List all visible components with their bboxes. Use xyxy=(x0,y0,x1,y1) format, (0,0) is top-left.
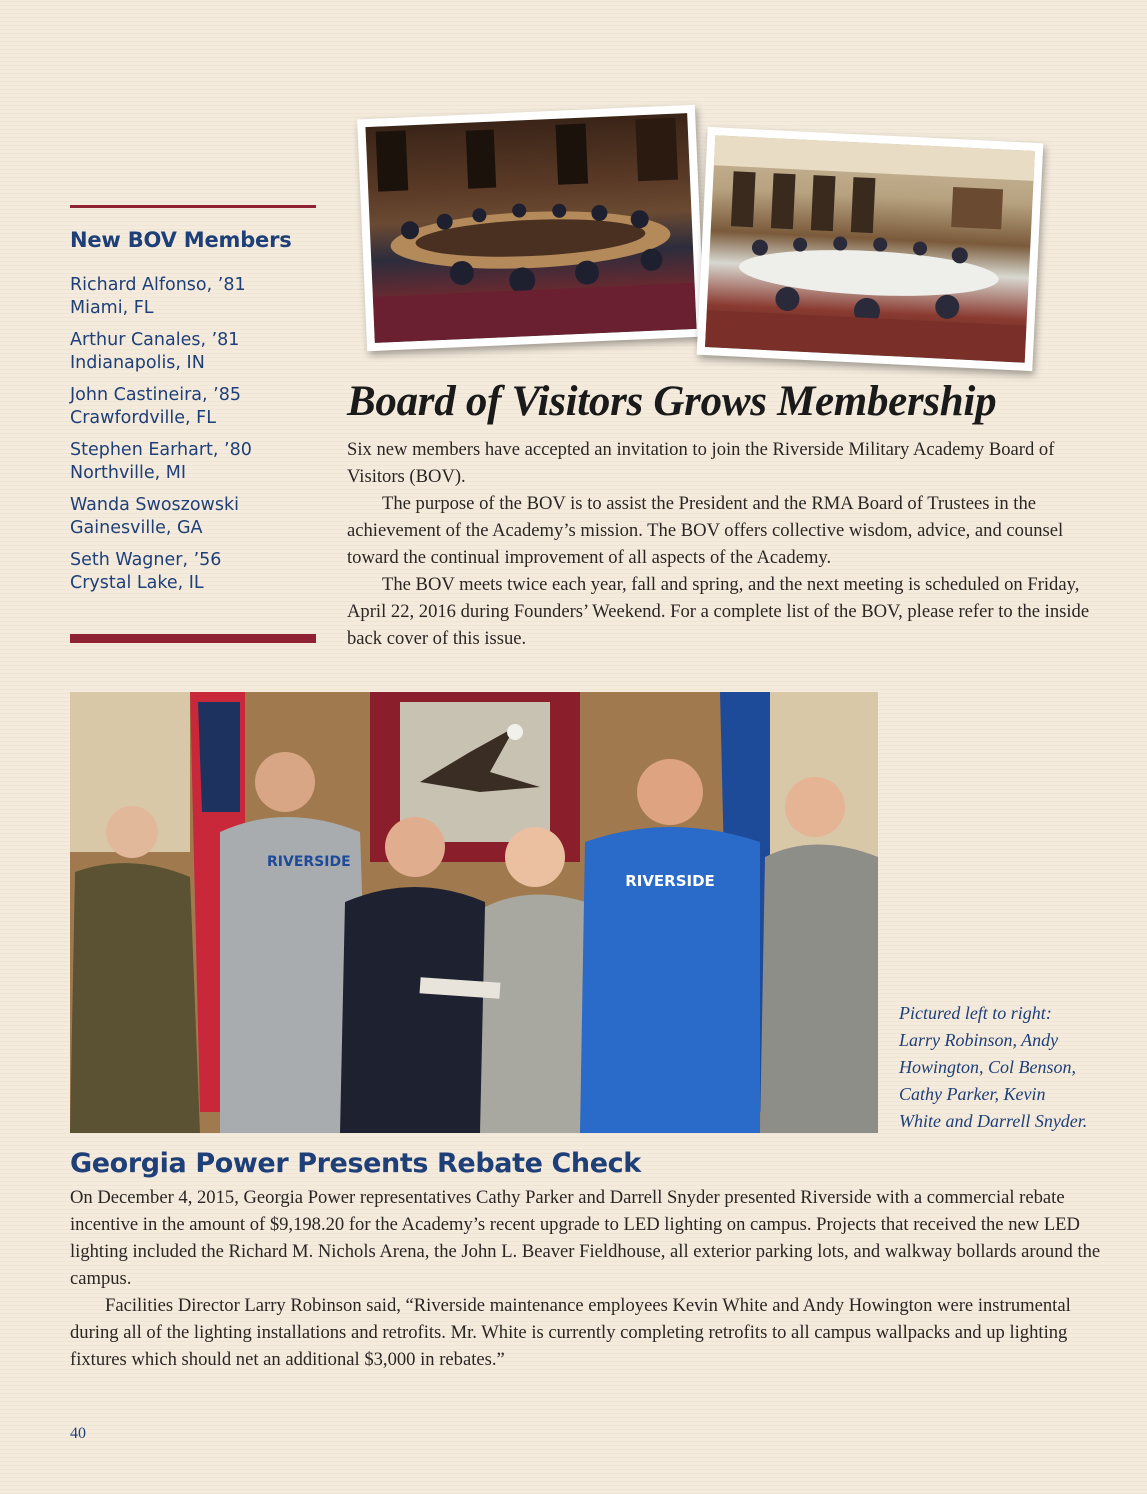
caption-line: Howington, Col Benson, xyxy=(899,1057,1077,1077)
new-bov-members-sidebar xyxy=(70,205,316,604)
article-paragraph: The BOV meets twice each year, fall and spring, and the next meeting is scheduled on Friday, April 22, 2016 during Founders’ Weekend. For a complete list of the BOV, please refer to the inside back cover of this issue. xyxy=(347,574,1090,649)
caption-line: Cathy Parker, Kevin xyxy=(899,1084,1046,1104)
member-location: Northville, MI xyxy=(70,463,187,483)
check-presentation-photo xyxy=(70,692,878,1133)
member-entry xyxy=(70,274,316,320)
member-name: Stephen Earhart, ’80 xyxy=(70,440,252,460)
article-body xyxy=(347,436,1107,652)
meeting-room-image xyxy=(365,113,696,343)
sidebar-bottom-rule xyxy=(70,634,316,643)
member-entry xyxy=(70,439,316,485)
member-entry xyxy=(70,329,316,375)
member-name: Seth Wagner, ’56 xyxy=(70,550,222,570)
member-location: Crawfordville, FL xyxy=(70,408,216,428)
caption-line: Larry Robinson, Andy xyxy=(899,1030,1059,1050)
member-location: Indianapolis, IN xyxy=(70,353,205,373)
caption-line: White and Darrell Snyder. xyxy=(899,1111,1088,1131)
member-name: Wanda Swoszowski xyxy=(70,495,239,515)
page-number: 40 xyxy=(70,1425,86,1442)
member-name: John Castineira, ’85 xyxy=(70,385,241,405)
member-location: Crystal Lake, IL xyxy=(70,573,204,593)
group-photo-illustration xyxy=(70,692,878,1133)
caption-line: Pictured left to right: xyxy=(899,1003,1052,1023)
article-paragraph: The purpose of the BOV is to assist the President and the RMA Board of Trustees in the achievement of the Academy’s mission. The BOV offers collective wisdom, advice, and counsel toward the continual improvement of all aspects of the Academy. xyxy=(347,493,1064,568)
sidebar-top-rule xyxy=(70,205,316,208)
meeting-photo-left xyxy=(357,105,705,352)
member-name: Richard Alfonso, ’81 xyxy=(70,275,246,295)
photo-caption xyxy=(899,1000,1114,1135)
member-entry xyxy=(70,384,316,430)
article-title: Georgia Power Presents Rebate Check xyxy=(70,1148,641,1179)
article-paragraph: On December 4, 2015, Georgia Power representatives Cathy Parker and Darrell Snyder presented Riverside with a commercial rebate incentive in the amount of $9,198.20 for the Academy’s recent upgrade to LED lighting on campus. Projects that received the new LED lighting included the Richard M. Nichols Arena, the John L. Beaver Fieldhouse, all exterior parking lots, and walkway bollards around the campus. xyxy=(70,1187,1101,1289)
hoodie-logo-text: RIVERSIDE xyxy=(625,872,715,890)
article-paragraph: Facilities Director Larry Robinson said, “Riverside maintenance employees Kevin White and Andy Howington were instrumental during all of the lighting installations and retrofits. Mr. White is currently completing retrofits to all campus wallpacks and up lighting fixtures which should net an additional $3,000 in rebates.” xyxy=(70,1295,1071,1370)
article-headline: Board of Visitors Grows Membership xyxy=(347,378,997,425)
hoodie-logo-text: RIVERSIDE xyxy=(267,854,351,870)
article-paragraph: Six new members have accepted an invitation to join the Riverside Military Academy Board of Visitors (BOV). xyxy=(347,439,1055,487)
member-entry xyxy=(70,549,316,595)
member-location: Gainesville, GA xyxy=(70,518,203,538)
meeting-room-image xyxy=(705,135,1035,362)
member-entry xyxy=(70,494,316,540)
member-location: Miami, FL xyxy=(70,298,154,318)
article-body xyxy=(70,1184,1115,1373)
sidebar-title: New BOV Members xyxy=(70,228,292,252)
meeting-photo-right xyxy=(697,127,1044,371)
member-name: Arthur Canales, ’81 xyxy=(70,330,240,350)
